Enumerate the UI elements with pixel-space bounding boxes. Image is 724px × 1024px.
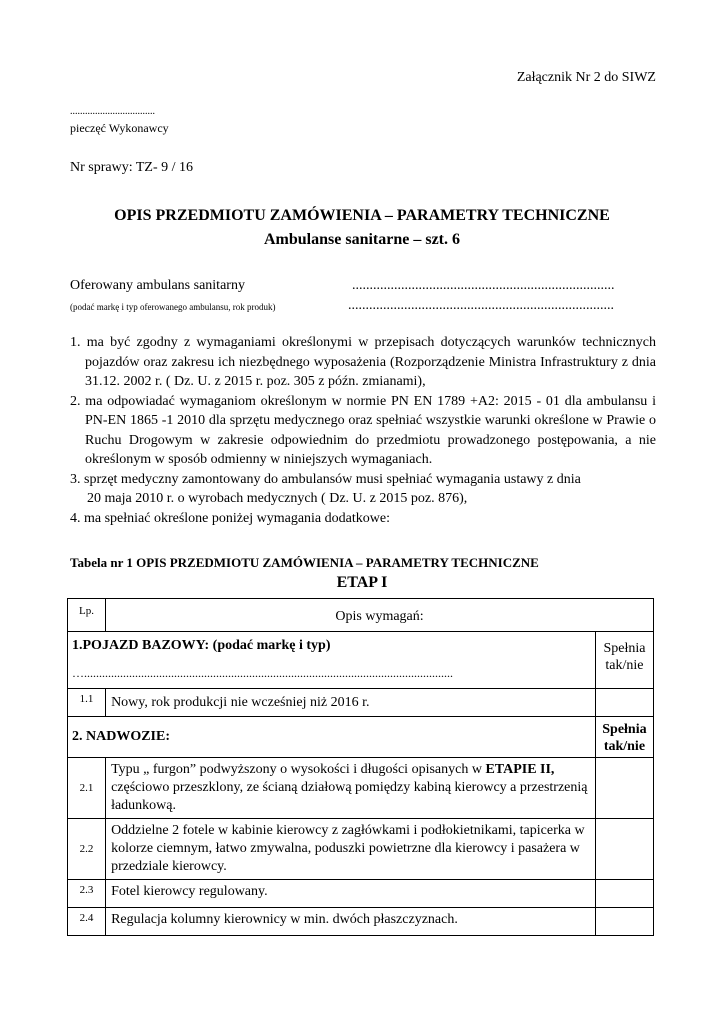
requirement-1: 1. ma być zgodny z wymaganiami określonymi w przepisach dotyczących warunków technicznych pojazdów oraz zakresu ich niezbędnego wyposażenia (Rozporządzenie Ministra Infrastruktury z dnia 31.12. 2002 r. ( Dz. U. z 2015 r. poz. 305 z późn. zmianami),: [70, 335, 656, 389]
requirement-3: 3. sprzęt medyczny zamontowany do ambulansów musi spełniać wymagania ustawy z dnia: [70, 471, 581, 487]
table-header-row: [68, 599, 654, 632]
row-2-1-text: Typu „ furgon” podwyższony o wysokości i długości opisanych w ETAPIE II, częściowo przeszklony, ze ścianą działową pomiędzy kabiną kierowcy a przestrzenią ładunkową.: [106, 758, 596, 819]
row-2-3-text: Fotel kierowcy regulowany.: [106, 880, 596, 908]
table-row: [68, 880, 654, 908]
row-1-1-lp: 1.1: [68, 689, 106, 717]
document-title: OPIS PRZEDMIOTU ZAMÓWIENIA – PARAMETRY TECHNICZNE: [114, 207, 610, 224]
spec-table: [67, 598, 654, 936]
row-2-1-check[interactable]: [595, 758, 653, 819]
offered-ambulance-label: Oferowany ambulans sanitarny: [70, 278, 245, 293]
section-2-row: [68, 717, 654, 758]
stamp-dots: ..................................: [70, 106, 155, 117]
annex-label: Załącznik Nr 2 do SIWZ: [516, 70, 656, 85]
col-desc-header: Opis wymagań:: [106, 599, 654, 632]
row-1-1-check[interactable]: [595, 689, 653, 717]
section-1-spelnia: Spełnia tak/nie: [595, 632, 653, 689]
case-number: Nr sprawy: TZ- 9 / 16: [70, 160, 193, 175]
section-1-cell: [68, 632, 596, 689]
row-2-2-text: Oddzielne 2 fotele w kabinie kierowcy z zagłówkami i podłokietnikami, tapicerka w kolorze ciemnym, łatwo zmywalna, poduszki powietrzne dla kierowcy i pasażera w przedziale kierowcy.: [106, 819, 596, 880]
section-1-title: 1.POJAZD BAZOWY: (podać markę i typ): [72, 638, 331, 653]
table-row: [68, 819, 654, 880]
section-1-row: [68, 632, 654, 689]
stage-title: ETAP I: [336, 574, 388, 591]
row-2-4-lp: 2.4: [68, 908, 106, 936]
row-2-2-lp: 2.2: [68, 819, 106, 880]
table-row: [68, 908, 654, 936]
requirement-2: 2. ma odpowiadać wymaganiom określonym w normie PN EN 1789 +A2: 2015 - 01 dla ambulansu i PN-EN 1865 -1 2010 dla sprzętu medycznego oraz spełniać wszystkie warunki określone w Prawie o Ruchu Drogowym w zakresie odpowiednim do przedmiotu prowadzonego postępowania, a nie określonym w sposób odmienny w niniejszych wymaganiach.: [70, 393, 656, 467]
row-2-3-lp: 2.3: [68, 880, 106, 908]
row-2-2-check[interactable]: [595, 819, 653, 880]
row-2-4-check[interactable]: [595, 908, 653, 936]
row-1-1-text: Nowy, rok produkcji nie wcześniej niż 2016 r.: [106, 689, 596, 717]
requirement-3-cont: 20 maja 2010 r. o wyrobach medycznych ( Dz. U. z 2015 poz. 876),: [87, 491, 468, 506]
offered-ambulance-dots: ...........................................................................: [352, 278, 615, 293]
table-row: [68, 689, 654, 717]
document-subtitle: Ambulanse sanitarne – szt. 6: [263, 231, 460, 248]
stamp-label: pieczęć Wykonawcy: [70, 121, 169, 135]
table-caption: Tabela nr 1 OPIS PRZEDMIOTU ZAMÓWIENIA – PARAMETRY TECHNICZNE: [70, 555, 539, 570]
row-2-1-lp: 2.1: [68, 758, 106, 819]
offered-ambulance-dots-2: ............................................................................: [348, 298, 614, 313]
offered-ambulance-hint: (podać markę i typ oferowanego ambulansu, rok produk): [70, 302, 276, 312]
row-2-4-text: Regulacja kolumny kierownicy w min. dwóch płaszczyznach.: [106, 908, 596, 936]
section-2-title: 2. NADWOZIE:: [68, 717, 596, 758]
requirements-list: [70, 333, 656, 528]
section-1-dots: …...........................................................................................................................: [72, 666, 453, 680]
col-lp-header: Lp.: [68, 599, 106, 632]
requirement-4: 4. ma spełniać określone poniżej wymagania dodatkowe:: [70, 510, 390, 526]
row-2-3-check[interactable]: [595, 880, 653, 908]
table-row: [68, 758, 654, 819]
section-2-spelnia: Spełnia tak/nie: [595, 717, 653, 758]
